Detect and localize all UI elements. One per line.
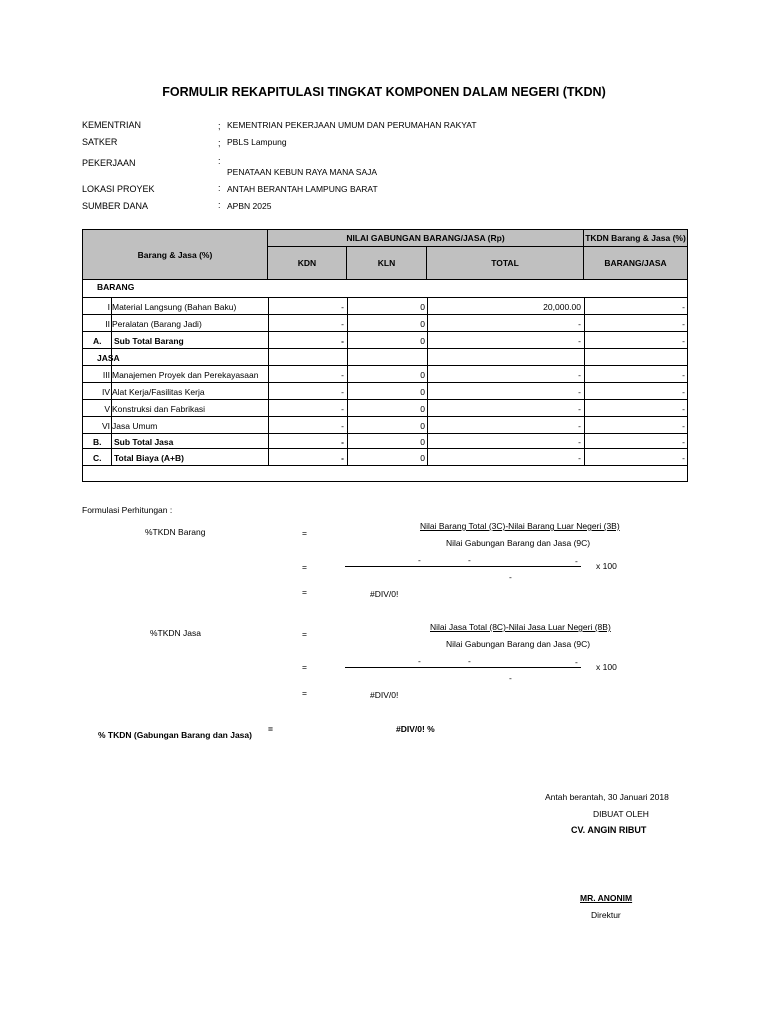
col-kln: KLN <box>347 247 427 280</box>
info-colon: : <box>218 200 221 210</box>
grid-line <box>83 297 687 298</box>
section-jasa: JASA <box>97 353 120 363</box>
cell-kln: 0 <box>420 437 425 447</box>
cell-total: - <box>578 404 581 414</box>
grid-line <box>83 448 687 449</box>
dash: - <box>468 555 471 565</box>
cell-tkdn: - <box>682 421 685 431</box>
info-value-sumber-dana: APBN 2025 <box>227 201 272 211</box>
cell-kdn: - <box>341 336 344 346</box>
row-no: V <box>104 404 110 414</box>
row-label: Alat Kerja/Fasilitas Kerja <box>112 387 205 397</box>
grid-line <box>83 399 687 400</box>
row-no: III <box>102 370 110 380</box>
cell-kln: 0 <box>420 319 425 329</box>
cell-kdn: - <box>341 421 344 431</box>
times-100: x 100 <box>596 662 617 672</box>
row-label: Peralatan (Barang Jadi) <box>112 319 202 329</box>
cell-total: - <box>578 453 581 463</box>
cell-total: - <box>578 387 581 397</box>
cell-kln: 0 <box>420 387 425 397</box>
row-label: Total Biaya (A+B) <box>114 453 184 463</box>
row-label: Sub Total Barang <box>114 336 184 346</box>
info-value-satker: PBLS Lampung <box>227 137 287 147</box>
cell-kln: 0 <box>420 370 425 380</box>
cell-kdn: - <box>341 404 344 414</box>
grid-line <box>83 314 687 315</box>
info-label-pekerjaan: PEKERJAAN <box>82 158 136 168</box>
info-value-lokasi: ANTAH BERANTAH LAMPUNG BARAT <box>227 184 378 194</box>
tkdn-barang-label: %TKDN Barang <box>145 527 206 537</box>
tkdn-barang-denominator: Nilai Gabungan Barang dan Jasa (9C) <box>446 538 591 548</box>
tkdn-jasa-numerator: Nilai Jasa Total (8C)-Nilai Jasa Luar Negeri (8B) <box>430 622 611 632</box>
header-barang-jasa: Barang & Jasa (%) <box>83 230 268 280</box>
cell-tkdn: - <box>682 404 685 414</box>
dash: - <box>509 673 512 683</box>
company-name: CV. ANGIN RIBUT <box>571 825 647 835</box>
formula-heading: Formulasi Perhitungan : <box>82 505 173 515</box>
signer-name: MR. ANONIM <box>580 893 633 903</box>
info-colon: : <box>218 156 221 166</box>
dash: - <box>418 555 421 565</box>
grid-line <box>83 331 687 332</box>
cell-total: - <box>578 437 581 447</box>
cell-kdn: - <box>341 453 344 463</box>
cell-kdn: - <box>341 302 344 312</box>
info-value-pekerjaan: PENATAAN KEBUN RAYA MANA SAJA <box>227 167 378 177</box>
dash: - <box>418 656 421 666</box>
cell-total: 20,000.00 <box>543 302 581 312</box>
row-label: Konstruksi dan Fabrikasi <box>112 404 206 414</box>
row-no: VI <box>101 421 110 431</box>
row-label: Manajemen Proyek dan Perekayasaan <box>112 370 259 380</box>
grid-line <box>83 365 687 366</box>
row-no: B. <box>93 437 102 447</box>
page-title: FORMULIR REKAPITULASI TINGKAT KOMPONEN DALAM NEGERI (TKDN) <box>162 85 606 99</box>
dash: - <box>468 656 471 666</box>
header-nilai-gabungan: NILAI GABUNGAN BARANG/JASA (Rp) <box>268 230 584 247</box>
equals-sign: = <box>302 528 307 538</box>
cell-tkdn: - <box>682 437 685 447</box>
cell-tkdn: - <box>682 370 685 380</box>
col-kdn: KDN <box>268 247 347 280</box>
info-label-sumber-dana: SUMBER DANA <box>82 201 149 211</box>
tkdn-gabungan-label: % TKDN (Gabungan Barang dan Jasa) <box>98 730 252 740</box>
row-label: Sub Total Jasa <box>114 437 174 447</box>
cell-kln: 0 <box>420 421 425 431</box>
info-colon: ; <box>218 121 221 131</box>
row-label: Jasa Umum <box>112 421 158 431</box>
cell-total: - <box>578 319 581 329</box>
section-barang: BARANG <box>97 282 135 292</box>
row-no: C. <box>93 453 102 463</box>
cell-tkdn: - <box>682 302 685 312</box>
cell-kdn: - <box>341 437 344 447</box>
cell-tkdn: - <box>682 336 685 346</box>
cell-kdn: - <box>341 319 344 329</box>
dash: - <box>509 572 512 582</box>
cell-kdn: - <box>341 387 344 397</box>
equals-sign: = <box>302 629 307 639</box>
info-label-lokasi: LOKASI PROYEK <box>82 184 155 194</box>
cell-tkdn: - <box>682 319 685 329</box>
tkdn-gabungan-result: #DIV/0! % <box>396 724 435 734</box>
tkdn-table <box>82 229 688 482</box>
dash: - <box>575 657 578 667</box>
equals-sign: = <box>302 587 307 597</box>
tkdn-jasa-result: #DIV/0! <box>370 690 399 700</box>
info-value-kementrian: KEMENTRIAN PEKERJAAN UMUM DAN PERUMAHAN RAKYAT <box>227 120 477 130</box>
fraction-line <box>345 667 581 668</box>
grid-line <box>83 382 687 383</box>
cell-kln: 0 <box>420 453 425 463</box>
cell-tkdn: - <box>682 387 685 397</box>
times-100: x 100 <box>596 561 617 571</box>
grid-line <box>83 433 687 434</box>
tkdn-barang-numerator: Nilai Barang Total (3C)-Nilai Barang Luar Negeri (3B) <box>420 521 620 531</box>
signer-position: Direktur <box>591 910 621 920</box>
equals-sign: = <box>302 562 307 572</box>
equals-sign: = <box>302 688 307 698</box>
row-no: A. <box>93 336 102 346</box>
row-no: II <box>105 319 110 329</box>
cell-tkdn: - <box>682 453 685 463</box>
col-barang-jasa: BARANG/JASA <box>584 247 687 280</box>
grid-line <box>83 348 687 349</box>
info-colon: ; <box>218 138 221 148</box>
tkdn-barang-result: #DIV/0! <box>370 589 399 599</box>
cell-kln: 0 <box>420 404 425 414</box>
tkdn-jasa-label: %TKDN Jasa <box>150 628 202 638</box>
grid-line <box>83 465 687 466</box>
equals-sign: = <box>302 662 307 672</box>
header-tkdn: TKDN Barang & Jasa (%) <box>584 230 687 247</box>
fraction-line <box>345 566 581 567</box>
cell-total: - <box>578 370 581 380</box>
info-label-kementrian: KEMENTRIAN <box>82 120 142 130</box>
info-label-satker: SATKER <box>82 137 118 147</box>
col-total: TOTAL <box>427 247 584 280</box>
row-no: IV <box>101 387 110 397</box>
made-by: DIBUAT OLEH <box>593 809 649 819</box>
tkdn-jasa-denominator: Nilai Gabungan Barang dan Jasa (9C) <box>446 639 591 649</box>
place-date: Antah berantah, 30 Januari 2018 <box>545 792 669 802</box>
grid-line <box>83 416 687 417</box>
cell-kln: 0 <box>420 336 425 346</box>
row-no: I <box>107 302 110 312</box>
cell-total: - <box>578 336 581 346</box>
dash: - <box>575 556 578 566</box>
cell-kln: 0 <box>420 302 425 312</box>
equals-sign: = <box>268 724 273 734</box>
cell-total: - <box>578 421 581 431</box>
cell-kdn: - <box>341 370 344 380</box>
row-label: Material Langsung (Bahan Baku) <box>112 302 237 312</box>
info-colon: : <box>218 183 221 193</box>
